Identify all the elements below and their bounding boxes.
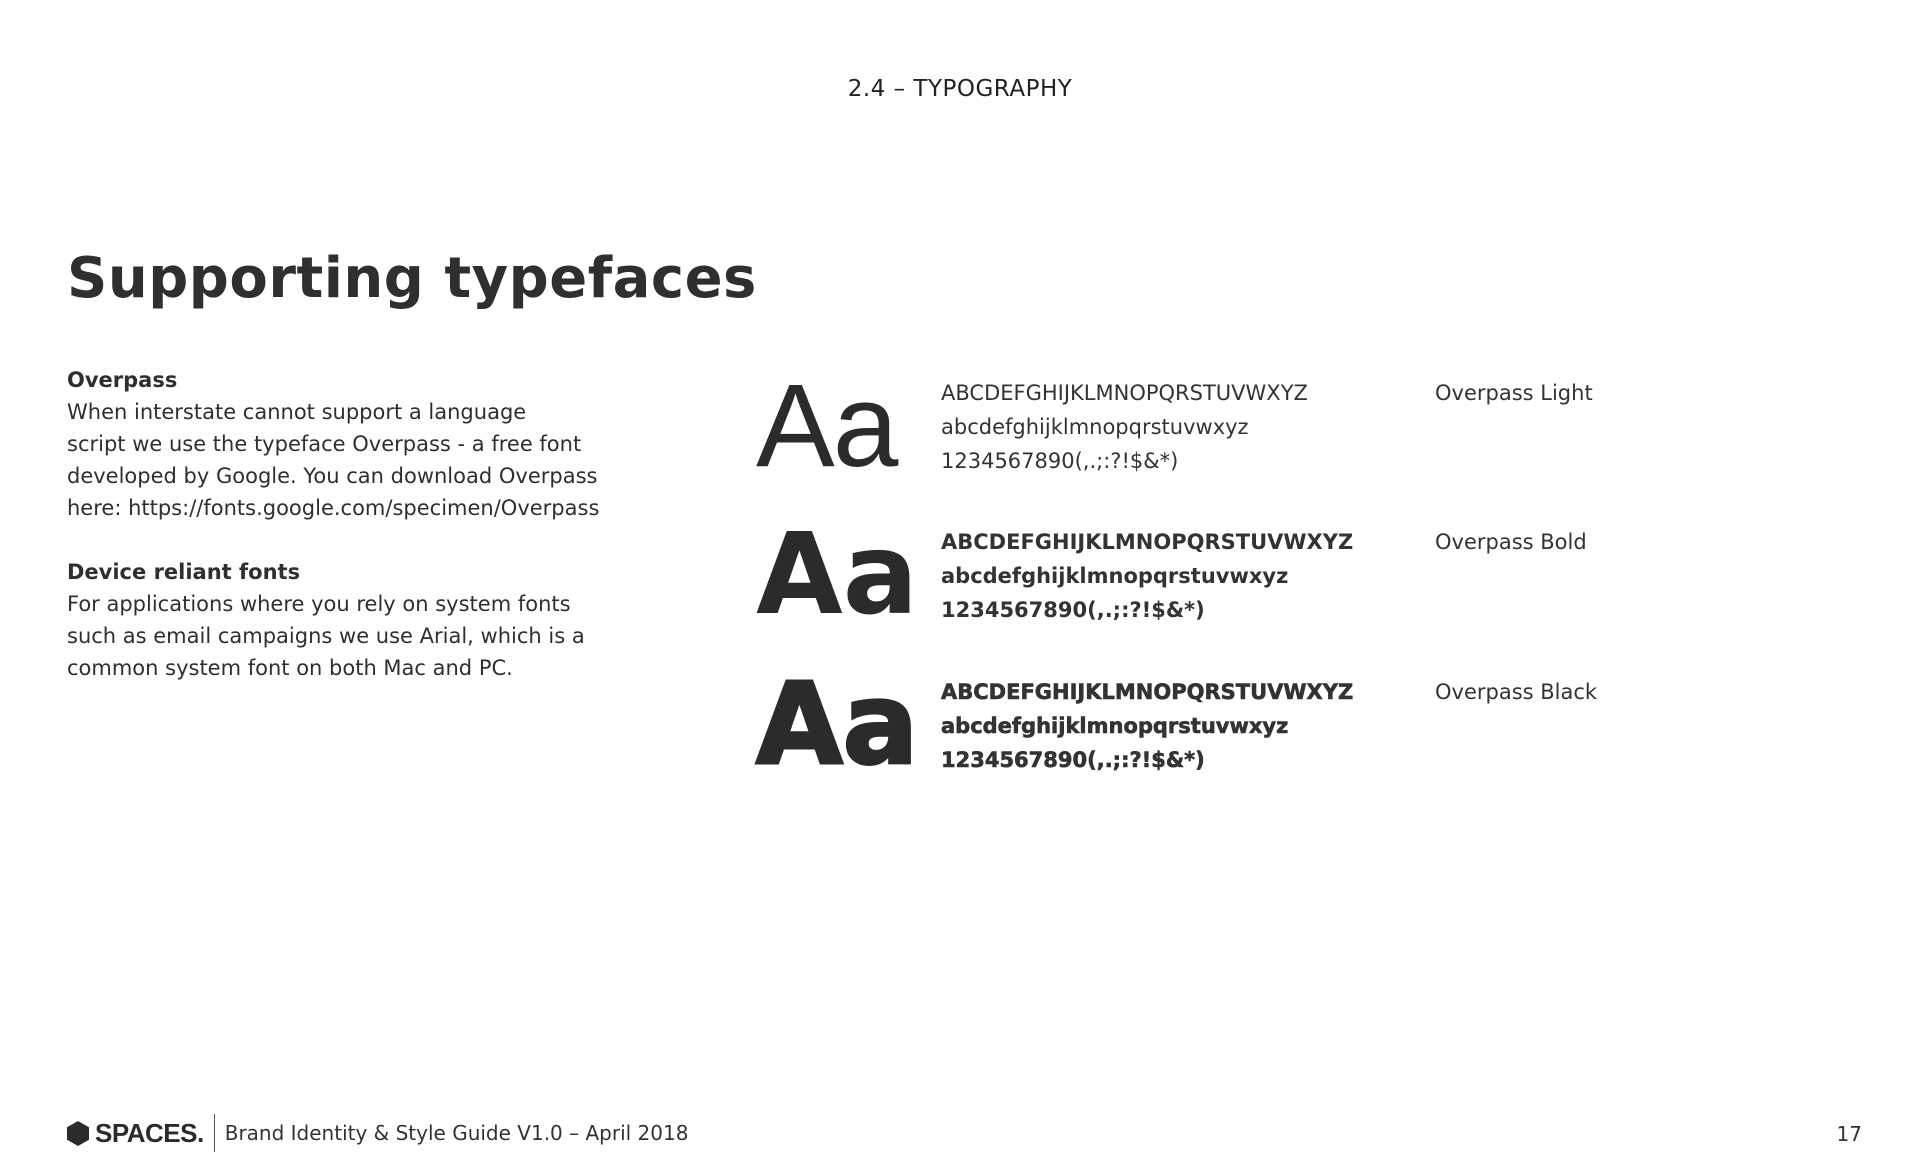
sample-glyph: Aa [756,660,919,790]
footer [67,1113,688,1153]
font-name: Overpass Bold [1435,530,1587,554]
footer-divider [214,1114,215,1152]
hexagon-icon [67,1121,89,1146]
logo-wordmark: SPACES. [95,1117,204,1148]
description-column [67,364,627,716]
lowercase-set: abcdefghijklmnopqrstuvwxyz [941,415,1249,439]
character-set [941,376,1308,478]
block-title: Overpass [67,368,178,392]
section-label: 2.4 – TYPOGRAPHY [847,76,1073,102]
numeral-set: 1234567890(,.;:?!$&*) [941,598,1205,622]
footer-caption: Brand Identity & Style Guide V1.0 – April 2018 [224,1121,689,1145]
font-name: Overpass Light [1435,381,1593,405]
device-fonts-block [67,556,627,684]
page-number: 17 [1836,1122,1862,1146]
overpass-block [67,364,627,524]
specimen-light [756,360,1756,510]
character-set [941,525,1353,627]
font-name: Overpass Black [1435,680,1598,704]
sample-glyph: Aa [756,510,919,640]
numeral-set: 1234567890(,.;:?!$&*) [941,748,1205,772]
numeral-set: 1234567890(,.;:?!$&*) [941,449,1179,473]
uppercase-set: ABCDEFGHIJKLMNOPQRSTUVWXYZ [941,680,1354,704]
block-text: For applications where you rely on system fonts such as email campaigns we use Arial, which is a common system font on both Mac and PC. [67,592,585,680]
uppercase-set: ABCDEFGHIJKLMNOPQRSTUVWXYZ [941,381,1308,405]
specimen-bold [756,510,1756,659]
uppercase-set: ABCDEFGHIJKLMNOPQRSTUVWXYZ [941,530,1354,554]
specimen-black [756,660,1756,809]
lowercase-set: abcdefghijklmnopqrstuvwxyz [941,564,1289,588]
spaces-logo [67,1118,204,1149]
sample-glyph: Aa [756,360,897,492]
block-text: When interstate cannot support a language script we use the typeface Overpass - a free font developed by Google. You can download Overpass here: https://fonts.google.com/specimen/Overpass [67,400,600,520]
block-title: Device reliant fonts [67,560,301,584]
character-set [941,675,1353,777]
lowercase-set: abcdefghijklmnopqrstuvwxyz [941,714,1289,738]
page-title: Supporting typefaces [67,246,757,311]
